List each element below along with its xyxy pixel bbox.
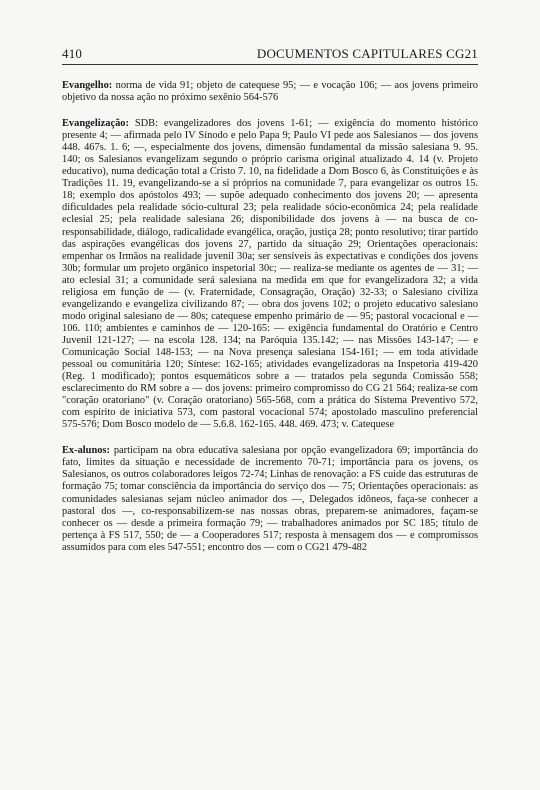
entry-body: norma de vida 91; objeto de catequese 95; — e vocação 106; — aos jovens primeiro objetivo da nossa ação no próximo sexênio 564-576: [62, 80, 478, 104]
page-number: 410: [62, 46, 83, 61]
entry-term: Evangelização:: [62, 118, 129, 130]
index-entry-evangelho: [62, 80, 478, 104]
header-rule: [62, 64, 478, 65]
running-title: DOCUMENTOS CAPITULARES CG21: [256, 46, 478, 61]
entry-body: SDB: evangelizadores dos jovens 1-61; — exigência do momento histórico presente 4; — afirmada pelo IV Sínodo e pelo Papa 9; Paulo VI pede aos Salesianos — dos jovens 448. 467s. 1. 6; —, especialmente dos jovens, dimensão fundamental da missão salesiana 9. 95. 140; os Salesianos evangelizam segundo o próprio carisma original atualizado 4. 14 (v. Projeto educativo), numa dedicação total a Cristo 7. 10, na fidelidade a Dom Bosco 6, às Constituições e às Tradições 11. 19, evangelizando-se a si próprios na comunidade 7, para evangelizar os outros 15. 18; exemplo dos apóstolos 493; — supõe adequado conhecimento dos jovens 20; — apresenta dificuldades pela realidade sócio-cultural 23; pela realidade sócio-econômica 24; pela realidade eclesial 25; pela realidade salesiana 26; disponibilidade dos jovens à — na busca de co-responsabilidade, diálogo, radicalidade evangélica, oração, justiça 28; ponto resolutivo; tirar partido das aspirações evangélicas dos jovens 27, partido da situação 29; Orientações operacionais: empenhar os Irmãos na realidade juvenil 30a; ser sensíveis às expectativas e condições dos jovens 30b; formular um projeto orgânico inspetorial 30c; — realiza-se mediante os agentes de — 31; — ato eclesial 31; a comunidade será salesiana na medida em que for evangelizadora 32; a vida religiosa em função de — (v. Fraternidade, Consagração, Oração) 32-33; o Salesiano civiliza evangelizando e evangeliza civilizando 87; — obra dos jovens 102; o projeto educativo salesiano modo original salesiano de — 80s; catequese empenho primário de — 95; pastoral vocacional e — 106. 110; ambientes e caminhos de — 120-165: — exigência fundamental do Oratório e Centro Juvenil 121-127; — na escola 128. 134; na Paróquia 135.142; — nas Missões 143-147; — e Comunicação Social 148-153; — na Nova presença salesiana 154-161; — em toda atividade pessoal ou comunitária 120; Síntese: 162-165; atividades evangelizadoras na Inspetoria 419-420 (Reg. 1 modificado); pontos esquemáticos sobre a — tratados pela segunda Comissão 558; esclarecimento do RM sobre a — dos jovens: primeiro compromisso do CG 21 564; realiza-se com "coração oratoriano" (v. Coração oratoriano) 565-568, com a prática do Sistema Preventivo 572, com espírito de iniciativa 573, com pastoral vocacional 574; apostolado masculino preferencial 575-576; Dom Bosco modelo de — 5.6.8. 162-165. 448. 469. 473; v. Catequese: [62, 118, 478, 431]
entry-term: Ex-alunos:: [62, 445, 110, 457]
entry-body: participam na obra educativa salesiana por opção evangelizadora 69; importância do fato, limites da situação e necessidade de incremento 70-71; importância para os jovens, os Salesianos, os outros colaboradores leigos 72-74; Linhas de renovação: a FS cuide das estruturas de formação 75; tomar consciência da importância do serviço dos — 75; Orientações operacionais: as comunidades salesianas sejam núcleo animador dos —, Delegados idôneos, faça-se conhecer a pastoral dos —, co-responsabilizem-se nas nossas obras, preparem-se animadores, façam-se conhecer os — desde a primeira formação 79; — trabalhadores animados por SC 185; título de pertença à FS 517, 550; de — a Cooperadores 517; resposta à mensagem dos — e compromissos assumidos para com eles 547-551; encontro dos — com o CG21 479-482: [62, 445, 478, 553]
index-entry-evangelizacao: [62, 118, 478, 431]
index-entry-ex-alunos: [62, 445, 478, 553]
entry-term: Evangelho:: [62, 80, 113, 91]
index-content: [62, 80, 478, 568]
running-header: [62, 46, 478, 62]
